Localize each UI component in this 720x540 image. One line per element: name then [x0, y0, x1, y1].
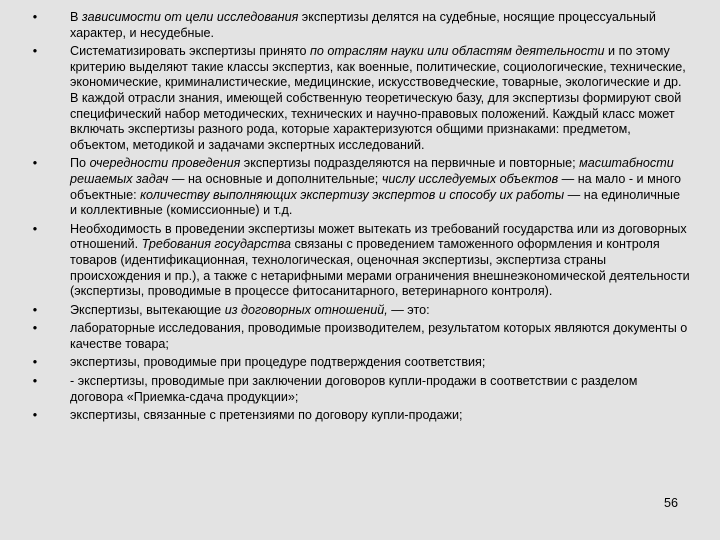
bullet-dot: • — [32, 10, 38, 24]
bullet-dot: • — [32, 321, 38, 336]
text-run: — на основные и дополнительные; — [168, 171, 382, 186]
bullet-dot: • — [32, 374, 38, 389]
bullet-item — [30, 374, 690, 405]
bullet-item — [30, 156, 690, 218]
text-run: — на мало - и много объектные: — [70, 171, 682, 202]
text-run: - экспертизы, проводимые при заключении договоров купли-продажи в соответствии с разделом договора «Приемка-сдача продукции»; — [70, 374, 638, 404]
page-number: 56 — [663, 496, 678, 510]
text-run: экспертизы, проводимые при процедуре подтверждения соответствия; — [70, 355, 486, 370]
italic-text-run: из договорных отношений, — [224, 302, 388, 317]
text-run: Систематизировать экспертизы принято — [70, 44, 310, 59]
italic-text-run: Требования государства — [141, 237, 292, 252]
text-run: экспертизы, связанные с претензиями по договору купли-продажи; — [70, 408, 463, 423]
italic-text-run: по отраслям науки или областям деятельности — [309, 44, 605, 59]
bullet-dot: • — [32, 221, 38, 236]
text-run: и по этому критерию выделяют такие классы экспертиз, как военные, политические, социологические, технические, экономические, криминалистические, медицинские, искусствоведческие, товарные, экологические и др. В каждой отрасли знания, имеющей собственную теоретическую базу, для экспертизы формируют свой специфический набор методических, технических и научно-правовых положений. Каждый класс может включать экспертизы разного рода, которые характеризуются общими признаками: предметом, объектом, методикой и задачами экспертных исследований. — [70, 44, 686, 152]
text-run: экспертизы подразделяются на первичные и повторные; — [240, 156, 580, 171]
italic-text-run: масштабности решаемых задач — [70, 156, 674, 186]
bullet-dot: • — [32, 302, 38, 317]
bullet-item — [30, 355, 690, 371]
bullet-list — [30, 10, 690, 427]
text-run: Экспертизы, вытекающие — [70, 302, 225, 317]
italic-text-run: числу исследуемых объектов — [381, 171, 559, 186]
bullet-item — [30, 10, 690, 41]
bullet-dot: • — [32, 355, 38, 370]
text-run: — это: — [387, 302, 430, 317]
italic-text-run: зависимости от цели исследования — [81, 10, 299, 24]
bullet-dot: • — [32, 44, 38, 59]
bullet-item — [30, 222, 690, 300]
bullet-dot: • — [32, 156, 38, 171]
bullet-item — [30, 44, 690, 153]
text-run: — на единоличные и коллективные (комиссионные) и т.д. — [70, 187, 680, 218]
bullet-dot: • — [32, 408, 38, 423]
italic-text-run: количеству выполняющих экспертизу экспертов и способу их работы — [140, 187, 565, 202]
text-run: По — [70, 156, 90, 171]
bullet-item — [30, 303, 690, 319]
italic-text-run: очередности проведения — [89, 156, 241, 171]
text-run: экспертизы делятся на судебные, носящие процессуальный характер, и несудебные. — [70, 10, 656, 40]
text-run: Необходимость в проведении экспертизы может вытекать из требований государства или из договорных отношений. — [70, 221, 687, 252]
text-run: лабораторные исследования, проводимые производителем, результатом которых являются документы о качестве товара; — [70, 321, 688, 351]
text-run: связаны с проведением таможенного оформления и контроля товаров (идентификационная, технологическая, оценочная экспертизы, экспертиза страны происхождения и пр.), а также с нетарифными мерами ограничения внешнеэкономической деятельности (экспертизы, проводимые в процессе фитосанитарного, ветеринарного контроля). — [70, 237, 690, 299]
bullet-item — [30, 321, 690, 352]
text-run: В — [70, 10, 82, 24]
bullet-item — [30, 408, 690, 424]
